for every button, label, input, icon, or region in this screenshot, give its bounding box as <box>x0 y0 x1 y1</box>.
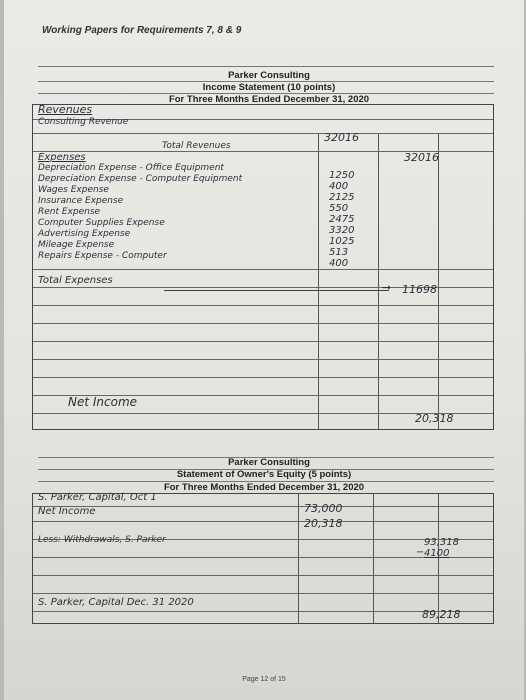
expense-amount: 1025 <box>329 236 355 247</box>
table-row <box>33 575 493 576</box>
expense-name: Advertising Expense <box>38 229 131 239</box>
expense-name: Wages Expense <box>38 185 109 195</box>
subtotal-amount: 93,318 <box>424 537 459 548</box>
table-row <box>33 323 493 324</box>
table-row <box>33 506 493 507</box>
table-row <box>33 341 493 342</box>
expense-amount: 2125 <box>329 192 355 203</box>
total-expenses-label: Total Expenses <box>38 275 113 286</box>
opening-capital-label: S. Parker, Capital, Oct 1 <box>38 492 157 503</box>
page-heading: Working Papers for Requirements 7, 8 & 9 <box>42 25 242 36</box>
table-row <box>33 133 493 134</box>
expense-amount: 400 <box>329 181 349 192</box>
table-row <box>33 359 493 360</box>
net-income-label: Net Income <box>68 395 138 409</box>
expense-name: Computer Supplies Expense <box>38 218 165 228</box>
table-row <box>33 593 493 594</box>
expense-name: Depreciation Expense - Computer Equipment <box>38 174 243 184</box>
oe-net-income-amount: 20,318 <box>304 517 343 530</box>
withdrawals-amount: 4100 <box>424 548 450 559</box>
consulting-revenue-label: Consulting Revenue <box>38 117 129 127</box>
is-title: Income Statement (10 points) <box>202 82 336 93</box>
revenues-label: Revenues <box>38 103 93 116</box>
oe-period: For Three Months Ended December 31, 2020 <box>163 482 365 493</box>
arrow-icon: ➞ <box>382 281 392 294</box>
expense-name: Rent Expense <box>38 207 101 217</box>
table-row <box>33 521 493 522</box>
table-row <box>33 269 493 270</box>
is-company: Parker Consulting <box>228 70 310 81</box>
expenses-label: Expenses <box>38 152 86 163</box>
amount-column-divider <box>373 494 374 623</box>
consulting-revenue-amount: 32016 <box>324 131 359 144</box>
expense-amount: 2475 <box>329 214 355 225</box>
withdrawals-label: Less: Withdrawals, S. Parker <box>38 535 166 545</box>
is-period: For Three Months Ended December 31, 2020 <box>168 94 370 105</box>
opening-capital-amount: 73,000 <box>304 502 343 515</box>
page-footer: Page 12 of 15 <box>242 676 286 683</box>
expense-amount: 1250 <box>329 170 355 181</box>
table-row <box>33 377 493 378</box>
oe-net-income-label: Net Income <box>38 506 96 517</box>
table-row <box>33 305 493 306</box>
header-rule <box>38 66 494 67</box>
expense-amount: 3320 <box>329 225 355 236</box>
arrow-line <box>164 290 389 291</box>
worksheet-page <box>4 0 524 700</box>
oe-company: Parker Consulting <box>228 457 310 468</box>
expense-name: Depreciation Expense - Office Equipment <box>38 163 224 173</box>
total-revenues-amount: 32016 <box>404 151 439 164</box>
total-revenues-label: Total Revenues <box>162 141 231 151</box>
expense-name: Repairs Expense - Computer <box>38 251 167 261</box>
amount-column-divider <box>318 133 319 429</box>
net-income-amount: 20,318 <box>415 412 454 425</box>
minus-sign: − <box>416 547 425 558</box>
expense-amount: 550 <box>329 203 349 214</box>
expense-name: Mileage Expense <box>38 240 115 250</box>
ending-capital-amount: 89,218 <box>422 608 461 621</box>
expense-amount: 513 <box>329 247 349 258</box>
total-expenses-amount: 11698 <box>402 283 437 296</box>
ending-capital-label: S. Parker, Capital Dec. 31 2020 <box>38 597 194 608</box>
amount-column-divider <box>378 133 379 429</box>
expense-amount: 400 <box>329 258 349 269</box>
amount-column-divider <box>298 494 299 623</box>
expense-name: Insurance Expense <box>38 196 124 206</box>
amount-column-divider <box>438 133 439 429</box>
oe-title: Statement of Owner's Equity (5 points) <box>176 469 352 480</box>
